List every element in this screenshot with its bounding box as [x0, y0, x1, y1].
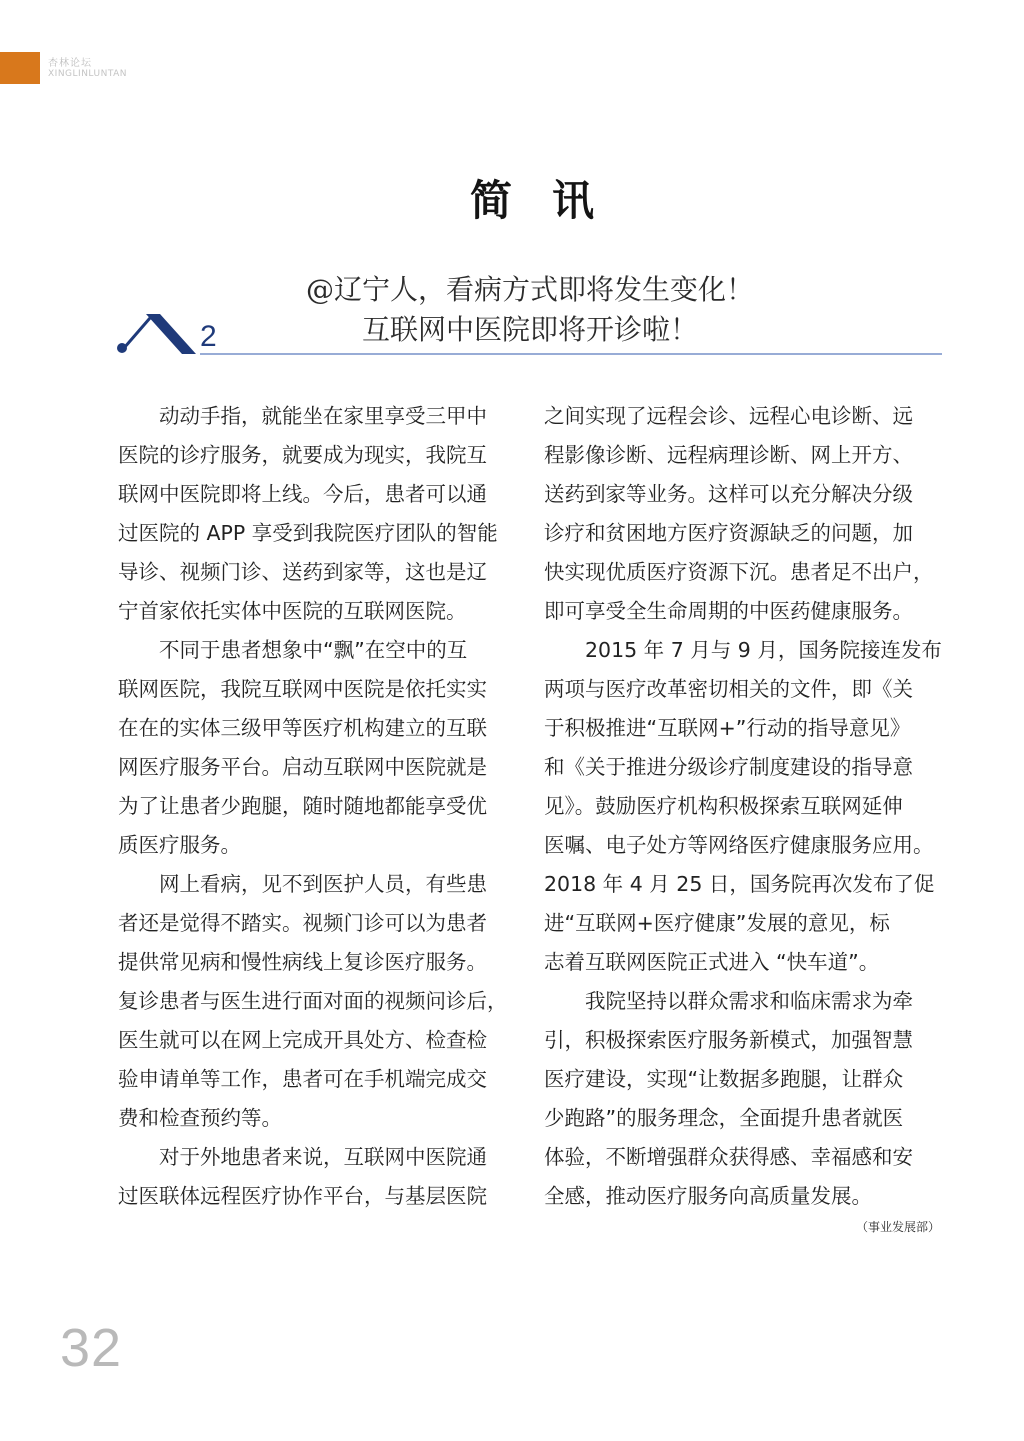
page-title: 简讯	[469, 176, 634, 225]
body-text-line: 2015 年 7 月与 9 月，国务院接连发布	[544, 638, 942, 662]
body-text-line: 过医院的 APP 享受到我院医疗团队的智能	[118, 521, 498, 545]
running-header-section: 杏林论坛	[48, 58, 92, 69]
article-title-line-2: 互联网中医院即将开诊啦！	[361, 313, 698, 346]
body-text-line: 于积极推进“互联网+”行动的指导意见》	[544, 716, 911, 740]
body-text-line: 引，积极探索医疗服务新模式，加强智慧	[544, 1028, 913, 1052]
body-text-line: 宁首家依托实体中医院的互联网医院。	[118, 599, 467, 623]
body-text-line: 我院坚持以群众需求和临床需求为牵	[544, 989, 913, 1013]
body-text-line: 动动手指，就能坐在家里享受三甲中	[118, 404, 487, 428]
article-title-line-1: @辽宁人，看病方式即将发生变化！	[305, 273, 754, 306]
body-text-line: 复诊患者与医生进行面对面的视频问诊后，	[118, 989, 508, 1013]
body-column-right	[544, 397, 942, 1216]
body-text-line: 全感，推动医疗服务向高质量发展。	[544, 1184, 872, 1208]
body-text-line: 者还是觉得不踏实。视频门诊可以为患者	[118, 911, 487, 935]
body-text-line: 少跑路”的服务理念，全面提升患者就医	[544, 1106, 904, 1130]
body-text-line: 网医疗服务平台。启动互联网中医院就是	[118, 755, 487, 779]
body-text-line: 医嘱、电子处方等网络医疗健康服务应用。	[544, 833, 934, 857]
body-text-line: 医疗建设，实现“让数据多跑腿，让群众	[544, 1067, 904, 1091]
body-text-line: 网上看病，见不到医护人员，有些患	[118, 872, 487, 896]
body-text-line: 过医联体远程医疗协作平台，与基层医院	[118, 1184, 487, 1208]
body-text-line: 对于外地患者来说，互联网中医院通	[118, 1145, 487, 1169]
body-text-line: 两项与医疗改革密切相关的文件，即《关	[544, 677, 913, 701]
deco-dot	[117, 343, 127, 353]
body-text-line: 诊疗和贫困地方医疗资源缺乏的问题，加	[544, 521, 913, 545]
body-column-left	[118, 397, 516, 1216]
body-text-line: 联网中医院即将上线。今后，患者可以通	[118, 482, 487, 506]
running-header-section-en: XINGLINLUNTAN	[48, 69, 128, 79]
section-color-bar	[0, 52, 40, 84]
body-text-line: 验申请单等工作，患者可在手机端完成交	[118, 1067, 487, 1091]
page-number: 32	[60, 1318, 123, 1378]
body-text-line: 医院的诊疗服务，就要成为现实，我院互	[118, 443, 487, 467]
body-text-line: 导诊、视频门诊、送药到家等，这也是辽	[118, 560, 487, 584]
body-text-line: 为了让患者少跑腿，随时随地都能享受优	[118, 794, 487, 818]
article-number: 2	[200, 320, 217, 353]
body-text-line: 联网医院，我院互联网中医院是依托实实	[118, 677, 487, 701]
body-text-line: 送药到家等业务。这样可以充分解决分级	[544, 482, 913, 506]
body-text-line: 2018 年 4 月 25 日，国务院再次发布了促	[544, 872, 935, 896]
author-signature: （事业发展部）	[855, 1220, 940, 1234]
body-text-line: 快实现优质医疗资源下沉。患者足不出户，	[544, 560, 934, 584]
body-text-line: 即可享受全生命周期的中医药健康服务。	[544, 599, 913, 623]
body-text-line: 体验，不断增强群众获得感、幸福感和安	[544, 1145, 913, 1169]
body-text-line: 费和检查预约等。	[118, 1106, 282, 1130]
body-text-line: 志着互联网医院正式进入 “快车道”。	[544, 950, 880, 974]
deco-thin-stroke	[124, 318, 150, 348]
article-number-decoration	[110, 308, 950, 358]
body-text-line: 不同于患者想象中“飘”在空中的互	[118, 638, 468, 662]
deco-bold-stroke	[146, 314, 196, 354]
body-text-line: 和《关于推进分级诊疗制度建设的指导意	[544, 755, 913, 779]
body-text-line: 提供常见病和慢性病线上复诊医疗服务。	[118, 950, 487, 974]
body-text-line: 进“互联网+医疗健康”发展的意见，标	[544, 911, 890, 935]
body-text-line: 程影像诊断、远程病理诊断、网上开方、	[544, 443, 913, 467]
body-text-line: 见》。鼓励医疗机构积极探索互联网延伸	[544, 794, 903, 818]
body-text-line: 在在的实体三级甲等医疗机构建立的互联	[118, 716, 487, 740]
body-text-line: 之间实现了远程会诊、远程心电诊断、远	[544, 404, 913, 428]
body-text-line: 医生就可以在网上完成开具处方、检查检	[118, 1028, 487, 1052]
body-text-line: 质医疗服务。	[118, 833, 241, 857]
